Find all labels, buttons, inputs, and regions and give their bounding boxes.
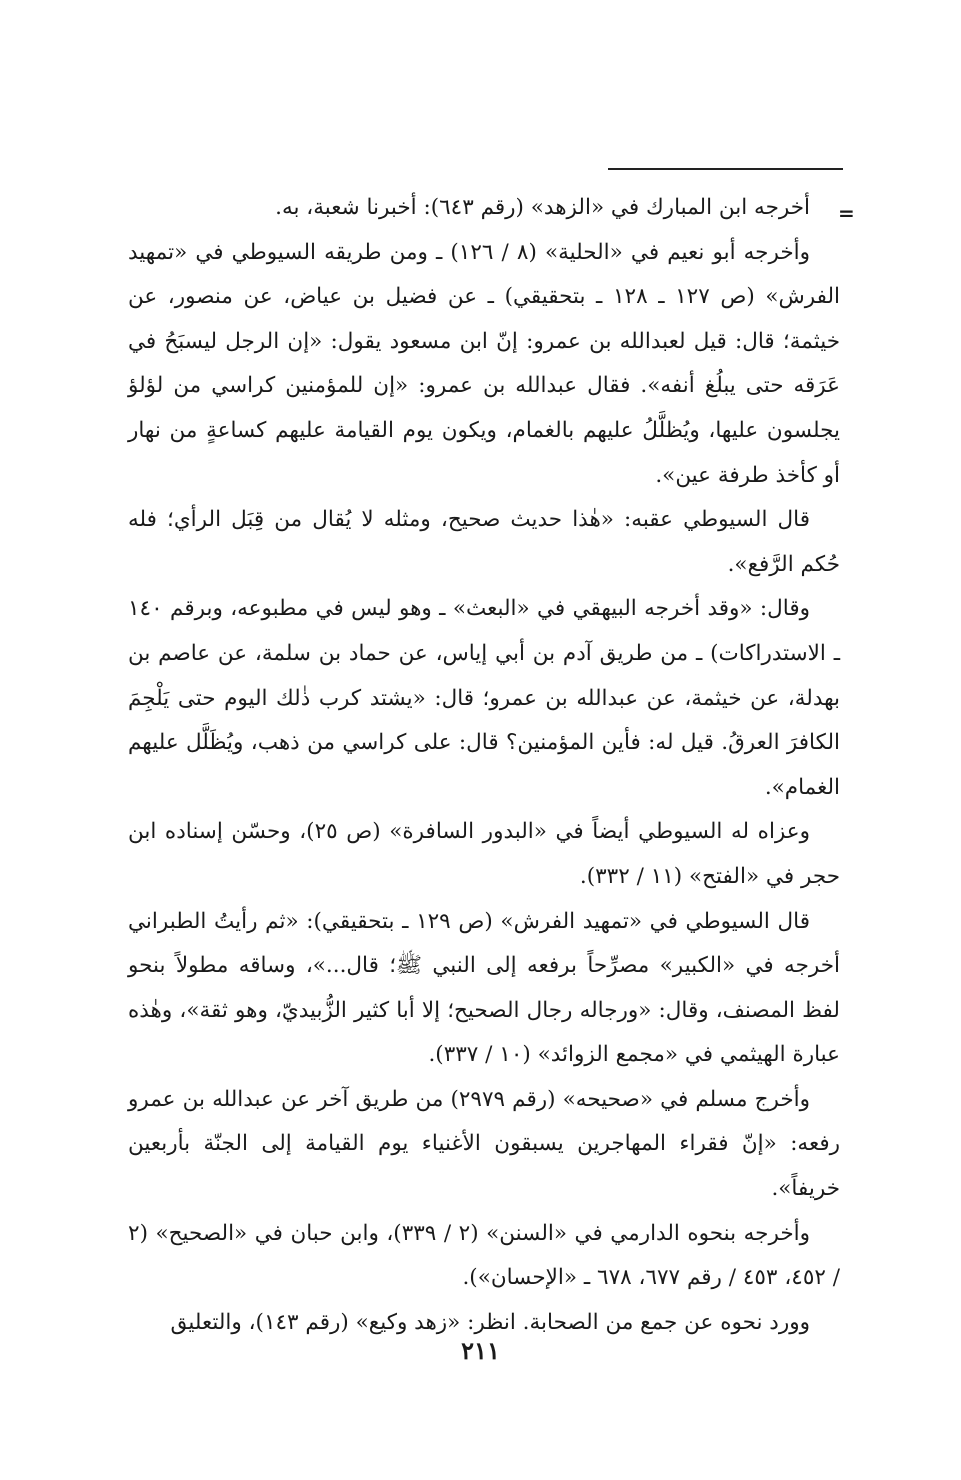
footnote-paragraph: قال السيوطي عقبه: «هٰذا حديث صحيح، ومثله لا يُقال من قِبَل الرأي؛ فله حُكم الرَّفع». bbox=[128, 507, 840, 577]
footnote-paragraph: وأخرج مسلم في «صحيحه» (رقم ٢٩٧٩) من طريق آخر عن عبدالله بن عمرو رفعه: «إنّ فقراء المهاجرين يسبقون الأغنياء يوم القيامة إلى الجنّة بأربعين خريفاً». bbox=[128, 1086, 840, 1202]
footnote-paragraph: وأخرجه بنحوه الدارمي في «السنن» (٢ / ٣٣٩)، وابن حبان في «الصحيح» (٢ / ٤٥٢، ٤٥٣ / رقم ٦٧٧، ٦٧٨ ـ «الإحسان»). bbox=[128, 1220, 840, 1291]
page-number: ٢١١ bbox=[461, 1336, 500, 1365]
footnote-paragraph: وعزاه له السيوطي أيضاً في «البدور السافرة» (ص ٢٥)، وحسّن إسناده ابن حجر في «الفتح» (١١ / ٣٣٢). bbox=[128, 819, 840, 889]
footnote-paragraph: قال السيوطي في «تمهيد الفرش» (ص ١٢٩ ـ بتحقيقي): «ثم رأيتُ الطبراني أخرجه في «الكبير» مصرِّحاً برفعه إلى النبي ﷺ؛ قال...»، وساقه مطولاً بنحو لفظ المصنف، وقال: «ورجاله رجال الصحيح؛ إلا أبا كثير الزُّبيديّ، وهو ثقة»، وهٰذه عبارة الهيثمي في «مجمع الزوائد» (١٠ / ٣٣٧). bbox=[128, 908, 840, 1068]
footnote-continuation-mark: = bbox=[838, 201, 855, 225]
footnote-text bbox=[128, 186, 840, 1345]
footnote-separator-rule bbox=[608, 168, 843, 170]
footnote-paragraph: وورد نحوه عن جمع من الصحابة. انظر: «زهد وكيع» (رقم ١٤٣)، والتعليق bbox=[170, 1309, 810, 1335]
footnote-paragraph: أخرجه ابن المبارك في «الزهد» (رقم ٦٤٣): أخبرنا شعبة، به. bbox=[275, 195, 810, 220]
footnote-paragraph: وقال: «وقد أخرجه البيهقي في «البعث» ـ وهو ليس في مطبوعه، وبرقم ١٤٠ ـ الاستدراكات) ـ من طريق آدم بن أبي إياس، عن حماد بن سلمة، عن عاصم بن بهدلة، عن خيثمة، عن عبدالله بن عمرو؛ قال: «يشتد كرب ذٰلك اليوم حتى يَلْجِمَ الكافرَ العرقُ. قيل له: فأين المؤمنين؟ قال: على كراسي من ذهب، ويُظَلَّل عليهم الغمام». bbox=[128, 596, 840, 800]
footnote-paragraph: وأخرجه أبو نعيم في «الحلية» (٨ / ١٢٦) ـ ومن طريقه السيوطي في «تمهيد الفرش» (ص ١٢٧ ـ ١٢٨ ـ بتحقيقي) ـ عن فضيل بن عياض، عن منصور، عن خيثمة؛ قال: قيل لعبدالله بن عمرو: إنّ ابن مسعود يقول: «إن الرجل ليسبَحُ في عَرَقه حتى يبلُغ أنفه». فقال عبدالله بن عمرو: «إن للمؤمنين كراسي من لؤلؤ يجلسون عليها، ويُظلَّلُ عليهم بالغمام، ويكون يوم القيامة عليهم كساعةٍ من نهار أو كأخذ طرفة عين». bbox=[128, 239, 841, 488]
